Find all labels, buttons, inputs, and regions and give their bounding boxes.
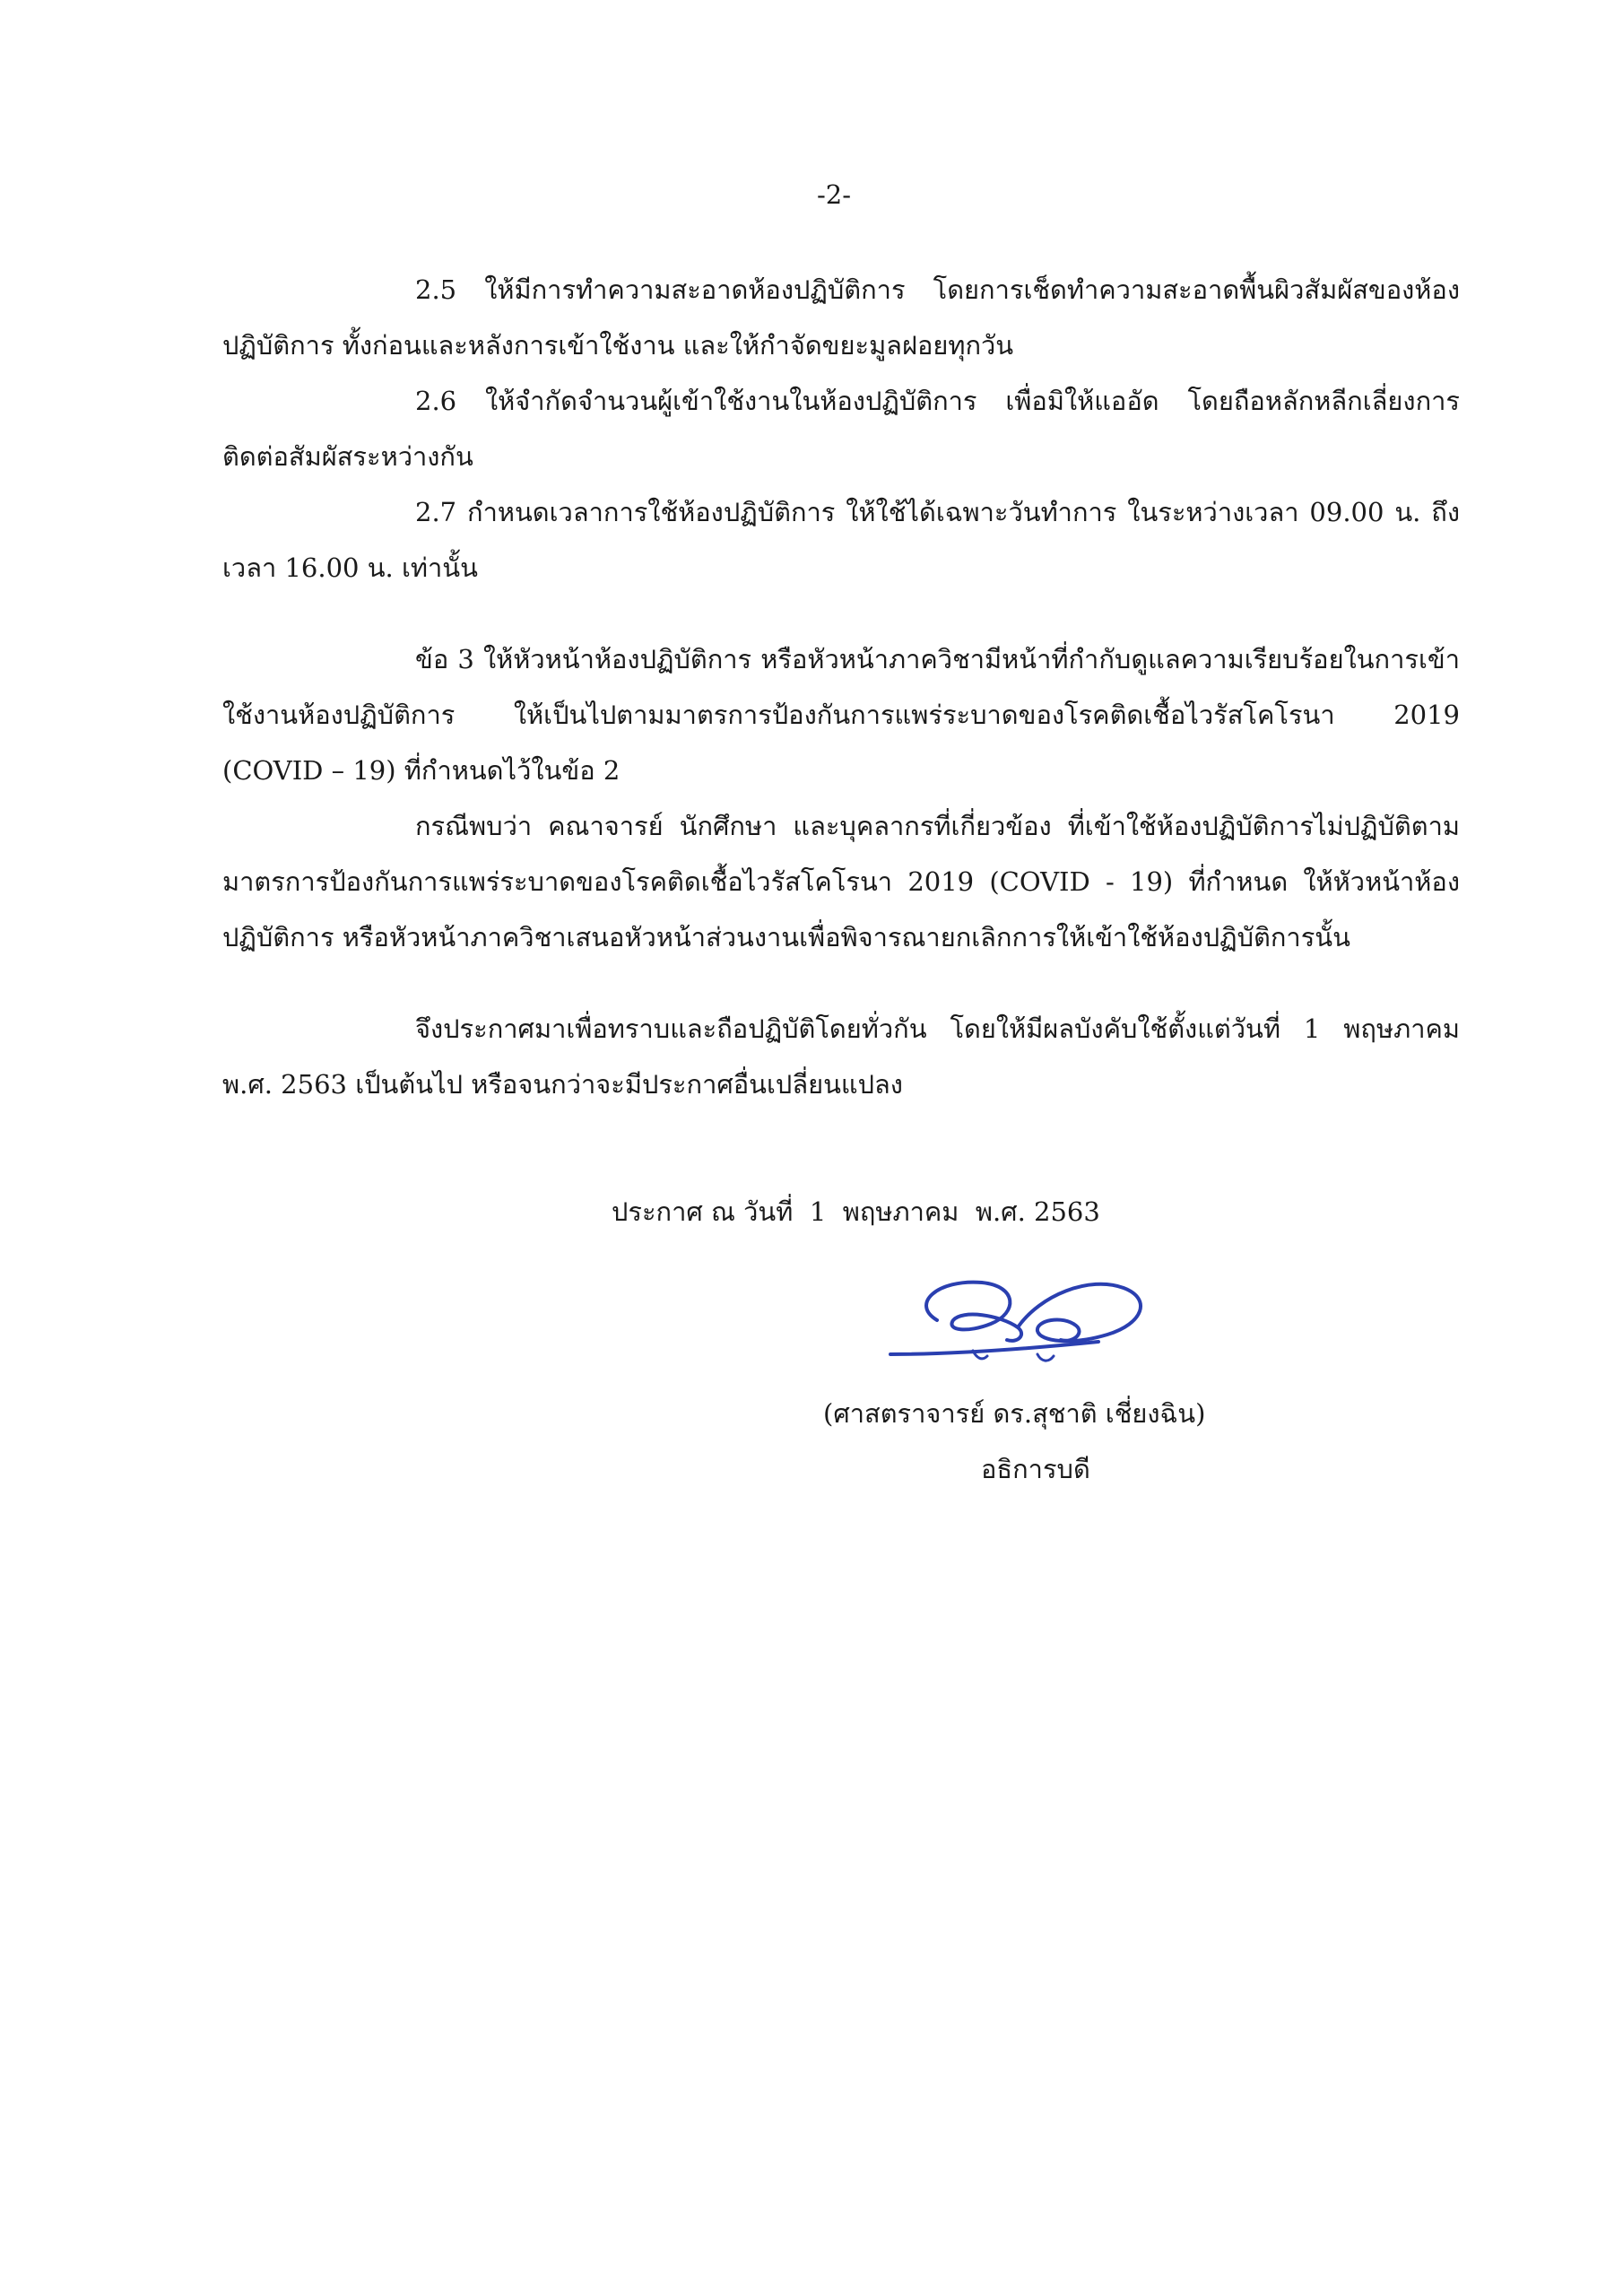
document-body	[222, 262, 1460, 1112]
clause-3-noncompliance: กรณีพบว่า คณาจารย์ นักศึกษา และบุคลากรที่เกี่ยวข้อง ที่เข้าใช้ห้องปฏิบัติการไม่ปฏิบัติตามมาตรการป้องกันการแพร่ระบาดของโรคติดเชื้อไวรัสโคโรนา 2019 (COVID - 19) ที่กำหนด ให้หัวหน้าห้องปฏิบัติการ หรือหัวหน้าภาควิชาเสนอหัวหน้าส่วนงานเพื่อพิจารณายกเลิกการให้เข้าใช้ห้องปฏิบัติการนั้น	[222, 811, 1460, 952]
page-number: -2-	[816, 179, 852, 210]
handwritten-signature	[883, 1268, 1170, 1376]
paragraph-gap	[222, 596, 1460, 631]
clause-3: ข้อ 3 ให้หัวหน้าห้องปฏิบัติการ หรือหัวหน้าภาควิชามีหน้าที่กำกับดูแลความเรียบร้อยในการเข้าใช้งานห้องปฏิบัติการ ให้เป็นไปตามมาตรการป้องกันการแพร่ระบาดของโรคติดเชื้อไวรัสโคโรนา 2019 (COVID – 19) ที่กำหนดไว้ในข้อ 2	[222, 644, 1460, 786]
closing-paragraph: จึงประกาศมาเพื่อทราบและถือปฏิบัติโดยทั่วกัน โดยให้มีผลบังคับใช้ตั้งแต่วันที่ 1 พฤษภาคม พ.ศ. 2563 เป็นต้นไป หรือจนกว่าจะมีประกาศอื่นเปลี่ยนแปลง	[222, 1013, 1460, 1100]
clause-2-6: 2.6 ให้จำกัดจำนวนผู้เข้าใช้งานในห้องปฏิบัติการ เพื่อมิให้แออัด โดยถือหลักหลีกเลี่ยงการติดต่อสัมผัสระหว่างกัน	[222, 386, 1460, 472]
clause-2-5: 2.5 ให้มีการทำความสะอาดห้องปฏิบัติการ โดยการเช็ดทำความสะอาดพื้นผิวสัมผัสของห้องปฏิบัติการ ทั้งก่อนและหลังการเข้าใช้งาน และให้กำจัดขยะมูลฝอยทุกวัน	[222, 274, 1460, 361]
clause-2-7: 2.7 กำหนดเวลาการใช้ห้องปฏิบัติการ ให้ใช้ได้เฉพาะวันทำการ ในระหว่างเวลา 09.00 น. ถึงเวลา 16.00 น. เท่านั้น	[222, 497, 1460, 583]
announcement-date: ประกาศ ณ วันที่ 1 พฤษภาคม พ.ศ. 2563	[612, 1196, 1100, 1227]
paragraph-gap	[222, 965, 1460, 1001]
signer-title: อธิการบดี	[981, 1454, 1090, 1484]
signer-name: (ศาสตราจารย์ ดร.สุชาติ เชี่ยงฉิน)	[823, 1398, 1206, 1429]
